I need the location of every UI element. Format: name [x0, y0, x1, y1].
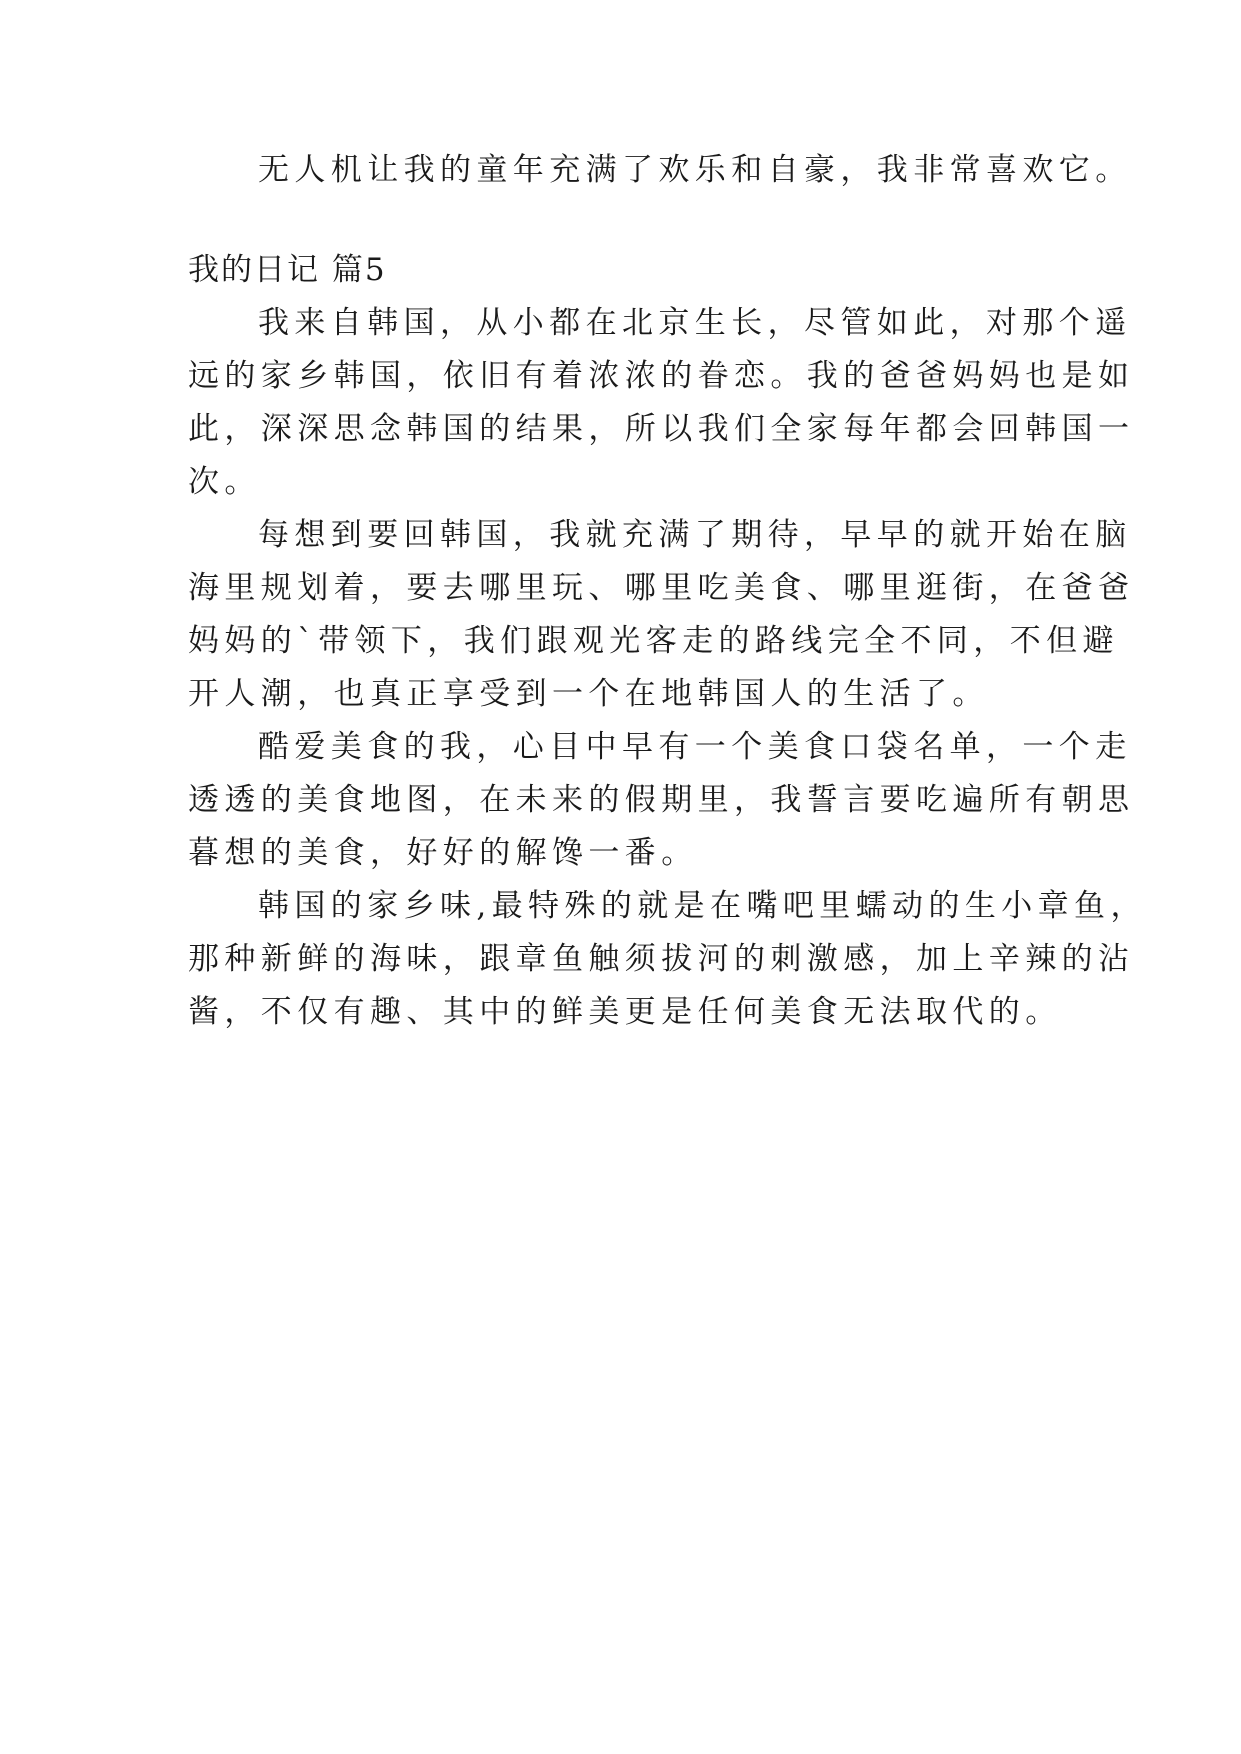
paragraph-1-line-2: 远的家乡韩国，依旧有着浓浓的眷恋。我的爸爸妈妈也是如	[188, 358, 1135, 394]
paragraph-4-line-1: 韩国的家乡味,最特殊的就是在嘴吧里蠕动的生小章鱼，	[258, 888, 1147, 924]
closing-line: 无人机让我的童年充满了欢乐和自豪，我非常喜欢它。	[258, 152, 1132, 188]
section-heading: 我的日记 篇5	[188, 252, 387, 288]
paragraph-2-line-1: 每想到要回韩国，我就充满了期待，早早的就开始在脑	[258, 517, 1132, 553]
paragraph-2-line-3: 妈妈的`带领下，我们跟观光客走的路线完全不同，不但避	[188, 623, 1119, 659]
paragraph-1-line-3: 此，深深思念韩国的结果，所以我们全家每年都会回韩国一	[188, 411, 1135, 447]
paragraph-4-line-2: 那种新鲜的海味，跟章鱼触须拔河的刺激感，加上辛辣的沾	[188, 941, 1135, 977]
paragraph-3-line-3: 暮想的美食，好好的解馋一番。	[188, 835, 698, 871]
paragraph-2-line-2: 海里规划着，要去哪里玩、哪里吃美食、哪里逛街，在爸爸	[188, 570, 1135, 606]
paragraph-1-line-1: 我来自韩国，从小都在北京生长，尽管如此，对那个遥	[258, 305, 1132, 341]
paragraph-3-line-1: 酷爱美食的我，心目中早有一个美食口袋名单，一个走	[258, 729, 1132, 765]
paragraph-3-line-2: 透透的美食地图，在未来的假期里，我誓言要吃遍所有朝思	[188, 782, 1135, 818]
paragraph-1-line-4: 次。	[188, 464, 261, 500]
paragraph-4-line-3: 酱，不仅有趣、其中的鲜美更是任何美食无法取代的。	[188, 994, 1062, 1030]
paragraph-2-line-4: 开人潮，也真正享受到一个在地韩国人的生活了。	[188, 676, 989, 712]
